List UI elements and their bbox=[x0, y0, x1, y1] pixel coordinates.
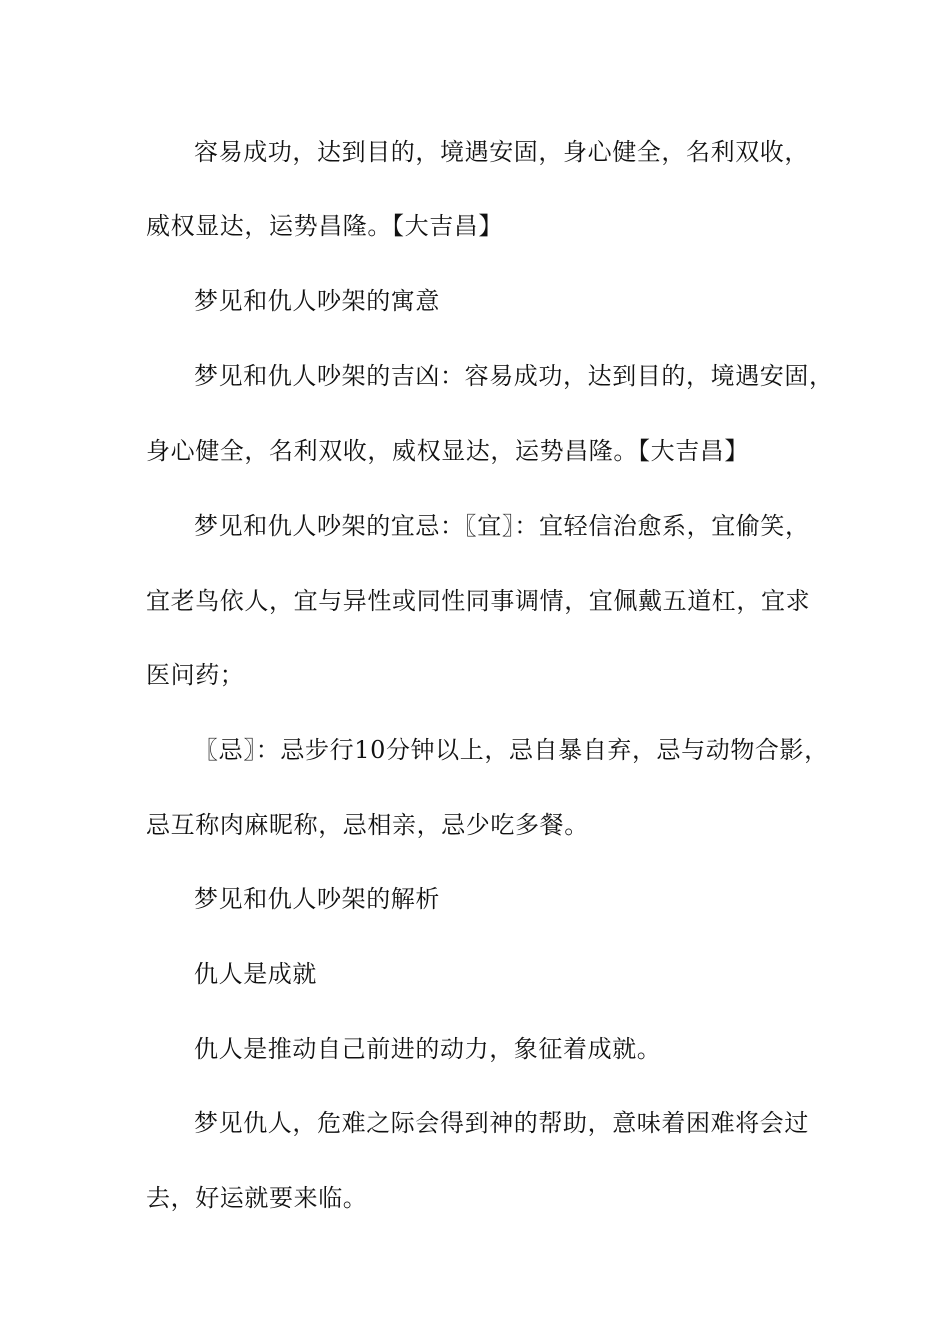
section-heading-analysis: 梦见和仇人吵架的解析 bbox=[194, 885, 440, 913]
paragraph-line-6: 梦见和仇人吵架的宜忌：〖宜〗：宜轻信治愈系，宜偷笑， bbox=[194, 512, 810, 540]
sub-heading-enemy-achievement: 仇人是成就 bbox=[194, 960, 317, 988]
paragraph-line-4: 梦见和仇人吵架的吉凶：容易成功，达到目的，境遇安固， bbox=[194, 362, 834, 390]
paragraph-line-9: 〖忌〗：忌步行10分钟以上，忌自暴自弃，忌与动物合影， bbox=[194, 736, 829, 764]
paragraph-line-8: 医问药； bbox=[146, 661, 245, 689]
paragraph-line-13: 仇人是推动自己前进的动力，象征着成就。 bbox=[194, 1035, 662, 1063]
paragraph-line-14: 梦见仇人，危难之际会得到神的帮助，意味着困难将会过 bbox=[194, 1109, 809, 1137]
paragraph-line-2: 威权显达，运势昌隆。【大吉昌】 bbox=[146, 212, 503, 240]
paragraph-line-5: 身心健全，名利双收，威权显达，运势昌隆。【大吉昌】 bbox=[146, 437, 749, 465]
section-heading-meaning: 梦见和仇人吵架的寓意 bbox=[194, 287, 440, 315]
paragraph-line-15: 去，好运就要来临。 bbox=[146, 1184, 368, 1212]
paragraph-line-10: 忌互称肉麻昵称，忌相亲，忌少吃多餐。 bbox=[146, 811, 589, 839]
paragraph-line-7: 宜老鸟依人，宜与异性或同性同事调情，宜佩戴五道杠，宜求 bbox=[146, 587, 811, 615]
paragraph-line-1: 容易成功，达到目的，境遇安固，身心健全，名利双收， bbox=[194, 138, 809, 166]
